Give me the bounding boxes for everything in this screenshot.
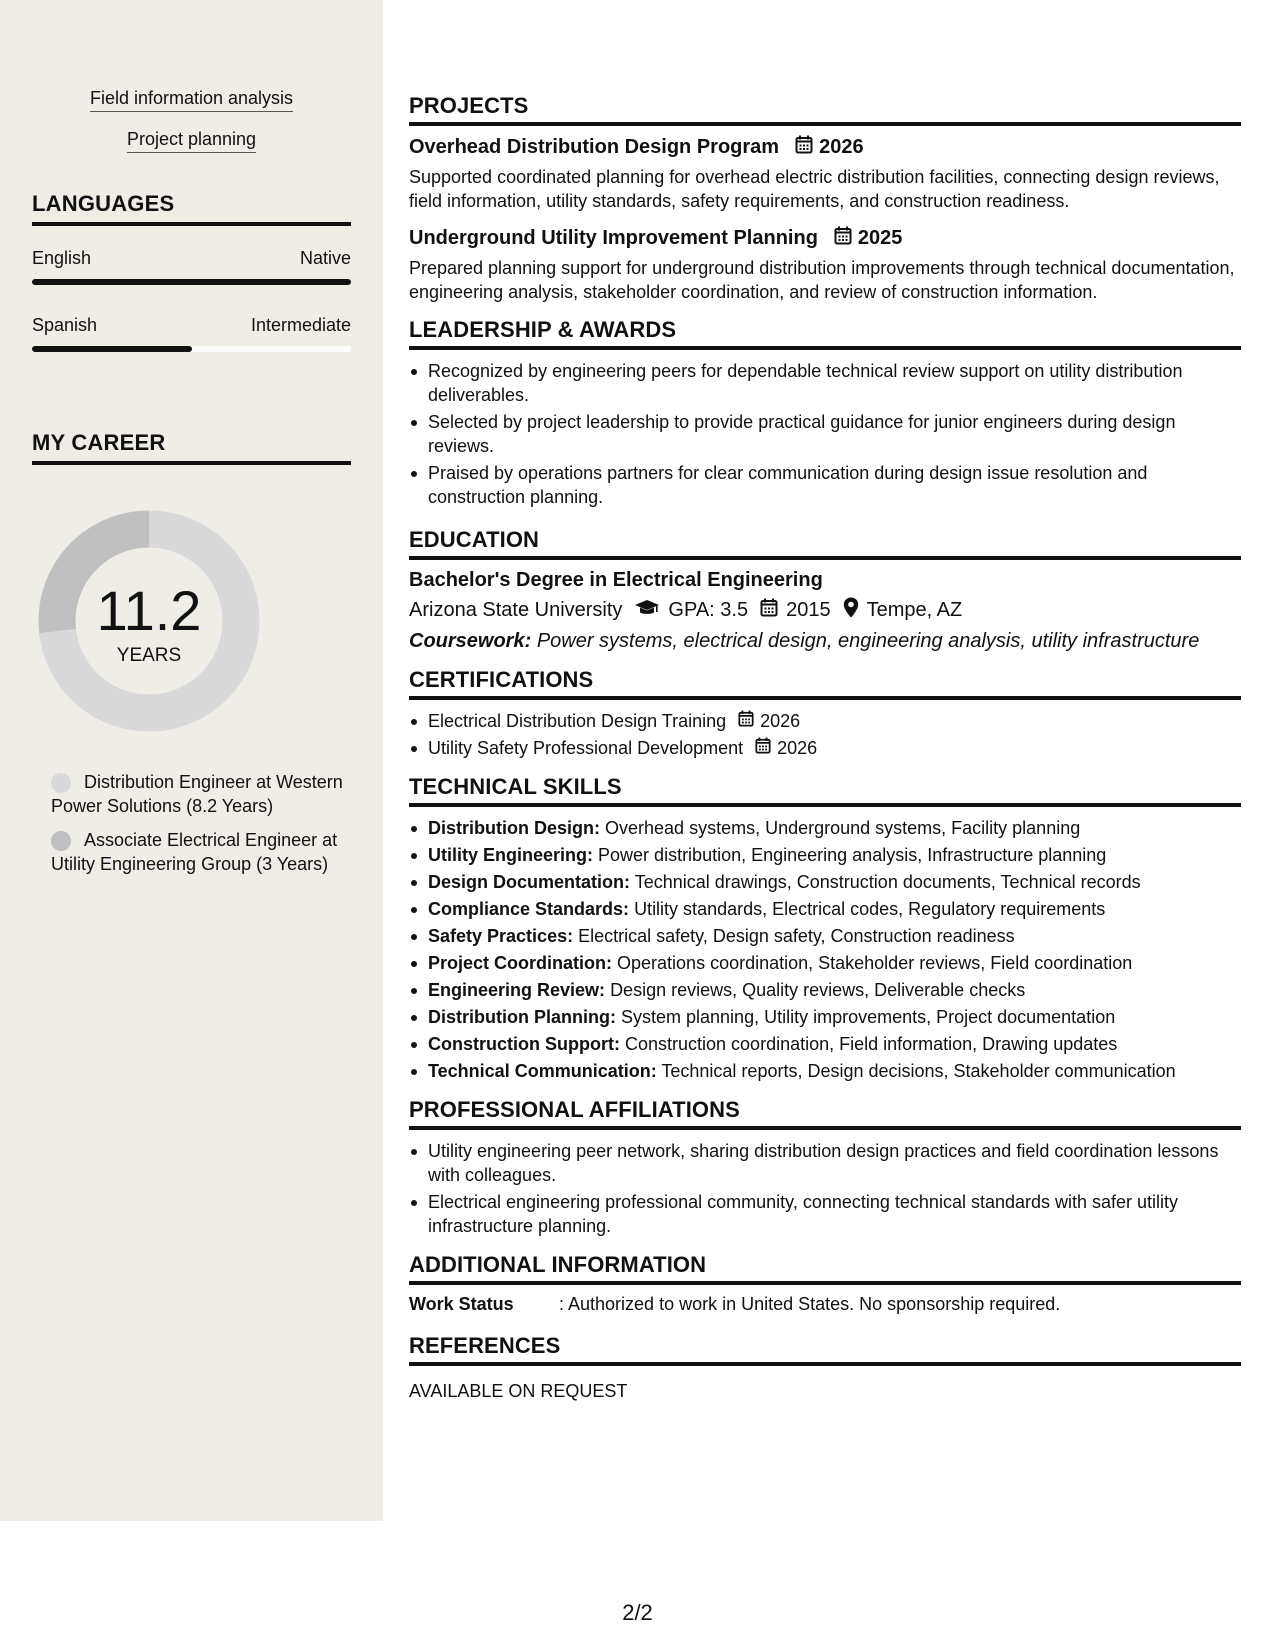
language-name: English <box>32 248 92 268</box>
language-row <box>32 315 351 336</box>
skill-value: Construction coordination, Field information, Drawing updates <box>625 1034 1118 1054</box>
project-item <box>409 135 1241 213</box>
education-details <box>409 597 1241 624</box>
graduation-cap-icon <box>634 599 660 623</box>
skill-value: System planning, Utility improvements, Project documentation <box>621 1007 1116 1027</box>
leadership-heading: LEADERSHIP & AWARDS <box>409 317 1241 350</box>
graduation-year: 2015 <box>786 599 831 621</box>
projects-heading: PROJECTS <box>409 93 1241 126</box>
skill-value: Technical reports, Design decisions, Stakeholder communication <box>661 1061 1176 1081</box>
career-item-text: Associate Electrical Engineer at Utility Engineering Group (3 Years) <box>51 830 338 874</box>
sidebar <box>0 0 383 1521</box>
school-name: Arizona State University <box>409 599 623 621</box>
skill-label: Engineering Review: <box>428 980 606 1000</box>
skill-item <box>409 1059 1241 1083</box>
certification-name: Electrical Distribution Design Training <box>428 711 727 731</box>
language-bar <box>32 279 351 285</box>
languages-section <box>32 191 351 352</box>
affiliation-item: Utility engineering peer network, sharing distribution design practices and field coordination lessons with colleagues. <box>409 1139 1241 1187</box>
language-bar <box>32 346 351 352</box>
education-heading: EDUCATION <box>409 527 1241 560</box>
skill-value: Overhead systems, Underground systems, Facility planning <box>605 818 1081 838</box>
project-item <box>409 226 1241 304</box>
certifications-heading: CERTIFICATIONS <box>409 667 1241 700</box>
skills-heading: TECHNICAL SKILLS <box>409 774 1241 807</box>
skill-value: Power distribution, Engineering analysis, Infrastructure planning <box>598 845 1107 865</box>
affiliations-section <box>409 1097 1241 1238</box>
work-status-label: Work Status <box>409 1294 514 1314</box>
project-title-row <box>409 226 1241 251</box>
career-item <box>51 770 351 818</box>
skill-tag-row <box>0 129 383 153</box>
education-section <box>409 527 1241 653</box>
language-level: Intermediate <box>250 315 351 335</box>
project-title-row <box>409 135 1241 160</box>
skill-item <box>409 843 1241 867</box>
career-dot-icon <box>51 773 71 793</box>
certification-year: 2026 <box>760 711 801 731</box>
additional-info-section <box>409 1252 1241 1315</box>
leadership-item: Selected by project leadership to provide practical guidance for junior engineers during design reviews. <box>409 410 1241 458</box>
location-pin-icon <box>843 597 859 624</box>
work-status-value: : Authorized to work in United States. No sponsorship required. <box>559 1294 1061 1314</box>
skills-section <box>409 774 1241 1083</box>
career-total-years: 11.2 <box>96 579 202 642</box>
skill-label: Distribution Design: <box>428 818 600 838</box>
project-year: 2026 <box>819 136 864 158</box>
project-year: 2025 <box>857 227 903 249</box>
leadership-item: Praised by operations partners for clear communication during design issue resolution and construction planning. <box>409 461 1241 509</box>
affiliation-item: Electrical engineering professional community, connecting technical standards with safer utility infrastructure planning. <box>409 1190 1241 1238</box>
project-description: Supported coordinated planning for overhead electric distribution facilities, connecting design reviews, field information, utility standards, safety requirements, and construction readiness. <box>409 167 1220 211</box>
career-heading: MY CAREER <box>32 430 351 465</box>
calendar-icon <box>755 736 771 760</box>
skill-value: Utility standards, Electrical codes, Regulatory requirements <box>634 899 1106 919</box>
certifications-list <box>409 709 1241 760</box>
skill-label: Design Documentation: <box>428 872 631 892</box>
work-status-row <box>409 1294 1241 1315</box>
gpa: GPA: 3.5 <box>668 599 749 621</box>
calendar-icon <box>795 135 813 160</box>
language-bar-fill <box>32 346 192 352</box>
coursework-label: Coursework: <box>409 630 532 652</box>
skill-item <box>409 870 1241 894</box>
references-section <box>409 1333 1241 1403</box>
references-heading: REFERENCES <box>409 1333 1241 1366</box>
calendar-icon <box>834 226 852 251</box>
skill-tag: Project planning <box>127 129 256 153</box>
skill-tag-row <box>0 88 383 112</box>
skill-item <box>409 1005 1241 1029</box>
certifications-section <box>409 667 1241 760</box>
projects-section <box>409 93 1241 304</box>
calendar-icon <box>738 709 754 733</box>
career-list <box>51 770 351 876</box>
career-years-unit: YEARS <box>116 645 182 666</box>
affiliations-list <box>409 1139 1241 1238</box>
skill-label: Distribution Planning: <box>428 1007 616 1027</box>
affiliations-heading: PROFESSIONAL AFFILIATIONS <box>409 1097 1241 1130</box>
skill-value: Operations coordination, Stakeholder reviews, Field coordination <box>617 953 1133 973</box>
project-title: Overhead Distribution Design Program <box>409 136 780 158</box>
skill-item <box>409 816 1241 840</box>
skill-value: Design reviews, Quality reviews, Deliverable checks <box>610 980 1026 1000</box>
skill-label: Technical Communication: <box>428 1061 657 1081</box>
skill-value: Technical drawings, Construction documents, Technical records <box>634 872 1141 892</box>
career-donut <box>34 506 264 736</box>
skill-label: Safety Practices: <box>428 926 574 946</box>
degree-title: Bachelor's Degree in Electrical Engineering <box>409 569 823 591</box>
school-location: Tempe, AZ <box>866 599 963 621</box>
leadership-list <box>409 359 1241 509</box>
skills-list <box>409 816 1241 1083</box>
skill-label: Utility Engineering: <box>428 845 594 865</box>
skill-item <box>409 951 1241 975</box>
skill-label: Compliance Standards: <box>428 899 630 919</box>
skill-label: Project Coordination: <box>428 953 612 973</box>
skill-value: Electrical safety, Design safety, Construction readiness <box>578 926 1015 946</box>
references-text: AVAILABLE ON REQUEST <box>409 1381 628 1401</box>
calendar-icon <box>760 598 778 623</box>
main-content <box>409 93 1241 1415</box>
certification-item <box>409 709 1241 733</box>
leadership-section <box>409 317 1241 509</box>
career-item <box>51 828 351 876</box>
coursework <box>409 630 1241 653</box>
certification-name: Utility Safety Professional Development <box>428 738 744 758</box>
coursework-text: Power systems, electrical design, engineering analysis, utility infrastructure <box>536 630 1200 652</box>
skill-tag: Field information analysis <box>90 88 293 112</box>
language-name: Spanish <box>32 315 98 335</box>
certification-item <box>409 736 1241 760</box>
career-item-text: Distribution Engineer at Western Power Solutions (8.2 Years) <box>51 772 343 816</box>
project-title: Underground Utility Improvement Planning <box>409 227 818 249</box>
language-bar-fill <box>32 279 351 285</box>
languages-heading: LANGUAGES <box>32 191 351 226</box>
page-number: 2/2 <box>622 1600 653 1625</box>
project-description: Prepared planning support for underground distribution improvements through technical documentation, engineering analysis, stakeholder coordination, and review of construction information. <box>409 258 1235 302</box>
skill-item <box>409 1032 1241 1056</box>
skill-item <box>409 897 1241 921</box>
additional-info-heading: ADDITIONAL INFORMATION <box>409 1252 1241 1285</box>
career-dot-icon <box>51 831 71 851</box>
career-section <box>32 430 351 465</box>
language-row <box>32 248 351 269</box>
language-level: Native <box>299 248 351 268</box>
skill-item <box>409 978 1241 1002</box>
certification-year: 2026 <box>777 738 818 758</box>
skill-label: Construction Support: <box>428 1034 620 1054</box>
leadership-item: Recognized by engineering peers for dependable technical review support on utility distribution deliverables. <box>409 359 1241 407</box>
skill-item <box>409 924 1241 948</box>
